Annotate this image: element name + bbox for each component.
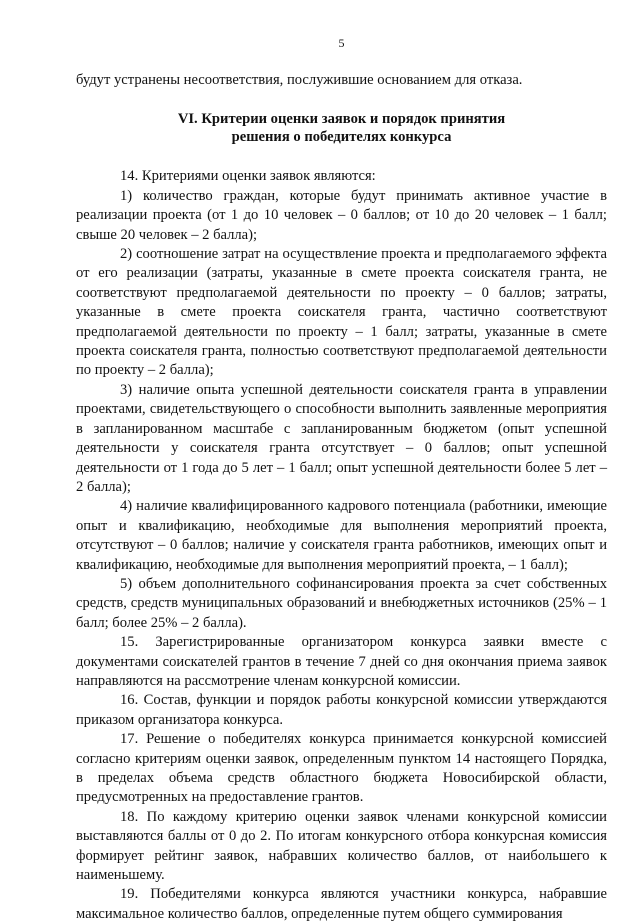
paragraph-15: 15. Зарегистрированные организатором конкурса заявки вместе с документами соискателей грантов в течение 7 дней со дня окончания приема заявок направляются на рассмотрение членам конкурсной комиссии. [76, 634, 607, 689]
criterion-2: 2) соотношение затрат на осуществление проекта и предполагаемого эффекта от его реализации (затраты, указанные в смете проекта соискателя гранта, не соответствуют предполагаемой деятельности по проекту – 0 баллов; затраты, указанные в смете проекта соискателя гранта, частично соответствуют предполагаемой деятельности по проекту – 1 балл; затраты, указанные в смете проекта соискателя гранта, полностью соответствуют предполагаемой деятельности по проекту – 2 балла); [76, 246, 607, 379]
section-heading [76, 110, 607, 146]
criterion-3: 3) наличие опыта успешной деятельности соискателя гранта в управлении проектами, свидетельствующего о способности выполнить заявленные мероприятия в запланированном масштабе с запланированным бюджетом (опыт успешной деятельности у соискателя гранта отсутствует – 0 баллов; опыт успешной деятельности от 1 года до 5 лет – 1 балл; опыт успешной деятельности более 5 лет – 2 балла); [76, 381, 607, 495]
intro-paragraph: будут устранены несоответствия, послужившие основанием для отказа. [76, 72, 523, 88]
criterion-4: 4) наличие квалифицированного кадрового потенциала (работники, имеющие опыт и квалификацию, необходимые для выполнения мероприятий проекта, отсутствуют – 0 баллов; наличие у соискателя гранта работников, имеющих опыт и квалификацию, необходимые для выполнения мероприятий проекта, – 1 балл); [76, 498, 607, 573]
paragraph-16: 16. Состав, функции и порядок работы конкурсной комиссии утверждаются приказом организатора конкурса. [76, 692, 607, 728]
criterion-5: 5) объем дополнительного софинансирования проекта за счет собственных средств, средств муниципальных образований и внебюджетных источников (25% – 1 балл; более 25% – 2 балла). [76, 575, 607, 631]
paragraph-14: 14. Критериями оценки заявок являются: [120, 168, 376, 185]
criterion-1: 1) количество граждан, которые будут принимать активное участие в реализации проекта (от 1 до 10 человек – 0 баллов; от 10 до 20 человек – 1 балл; свыше 20 человек – 2 балла); [76, 187, 607, 243]
paragraph-19: 19. Победителями конкурса являются участники конкурса, набравшие максимальное количество баллов, определенные путем общего суммирования [76, 886, 607, 922]
page-number: 5 [338, 36, 345, 50]
section-heading-line-1: VI. Критерии оценки заявок и порядок принятия [177, 111, 506, 128]
paragraph-18: 18. По каждому критерию оценки заявок членами конкурсной комиссии выставляются баллы от 0 до 2. По итогам конкурсного отбора конкурсная комиссия формирует рейтинг заявок, набравших количество баллов, от наибольшего к наименьшему. [76, 808, 607, 884]
section-heading-line-2: решения о победителях конкурса [231, 129, 452, 146]
paragraph-17: 17. Решение о победителях конкурса принимается конкурсной комиссией согласно критериям оценки заявок, определенным пунктом 14 настоящего Порядка, в пределах объема средств областного бюджета Новосибирской области, предусмотренных на предоставление грантов. [76, 731, 607, 806]
